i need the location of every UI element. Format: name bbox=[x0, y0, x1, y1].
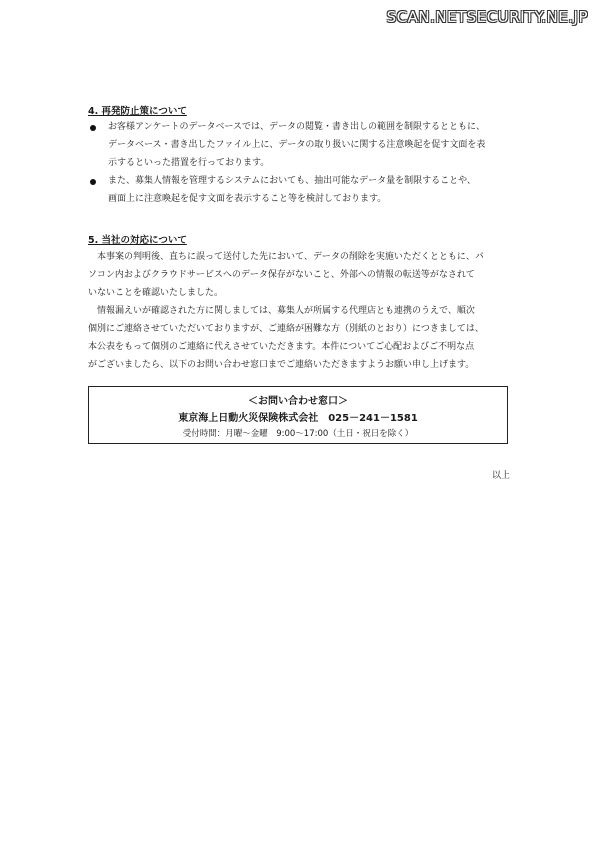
section-4-bullet-2 bbox=[108, 172, 476, 208]
section-4-bullet-1 bbox=[108, 118, 485, 172]
contact-company: 東京海上日動火災保険株式会社 025－241－1581 bbox=[178, 413, 418, 424]
section-5-paragraph-2 bbox=[88, 302, 484, 374]
bullet-line: 画面上に注意喚起を促す文面を表示すること等を検討しております。 bbox=[108, 194, 387, 204]
paragraph-line: ソコン内およびクラウドサービスへのデータ保存がないこと、外部への情報の転送等がなされて bbox=[88, 270, 475, 280]
contact-box bbox=[88, 386, 508, 444]
section-5-heading: 5. 当社の対応について bbox=[88, 235, 187, 246]
closing-text: 以上 bbox=[492, 471, 511, 481]
paragraph-line: 情報漏えいが確認された方に関しましては、募集人が所属する代理店とも連携のうえで、順次 bbox=[97, 306, 475, 316]
paragraph-line: 個別にご連絡させていただいておりますが、ご連絡が困難な方（別紙のとおり）につきましては、 bbox=[88, 324, 484, 334]
bullet-line: また、募集人情報を管理するシステムにおいても、抽出可能なデータ量を制限することや、 bbox=[108, 176, 476, 186]
paragraph-line: がございましたら、以下のお問い合わせ窓口までご連絡いただきますようお願い申し上げます。 bbox=[88, 360, 475, 370]
bullet-line: 示するといった措置を行っております。 bbox=[108, 158, 270, 168]
paragraph-line: いないことを確認いたしました。 bbox=[88, 288, 224, 298]
section-4-heading: 4. 再発防止策について bbox=[88, 106, 187, 117]
bullet-line: お客様アンケートのデータベースでは、データの閲覧・書き出しの範囲を制限するとともに、 bbox=[108, 122, 486, 132]
watermark: SCAN.NETSECURITY.NE.JP bbox=[386, 8, 588, 26]
paragraph-line: 本事案の判明後、直ちに誤って送付した先において、データの削除を実施いただくとともに、パ bbox=[97, 252, 484, 262]
bullet-icon bbox=[90, 179, 96, 185]
bullet-icon bbox=[90, 125, 96, 131]
contact-hours: 受付時間：月曜～金曜 9:00～17:00（土日・祝日を除く） bbox=[182, 429, 414, 439]
paragraph-line: 本公表をもって個別のご連絡に代えさせていただきます。本件についてご心配およびご不明な点 bbox=[88, 342, 475, 352]
contact-title: ＜お問い合わせ窓口＞ bbox=[248, 396, 348, 407]
section-5-paragraph-1 bbox=[88, 248, 484, 302]
bullet-line: データベース・書き出したファイル上に、データの取り扱いに関する注意喚起を促す文面を表 bbox=[108, 140, 486, 150]
